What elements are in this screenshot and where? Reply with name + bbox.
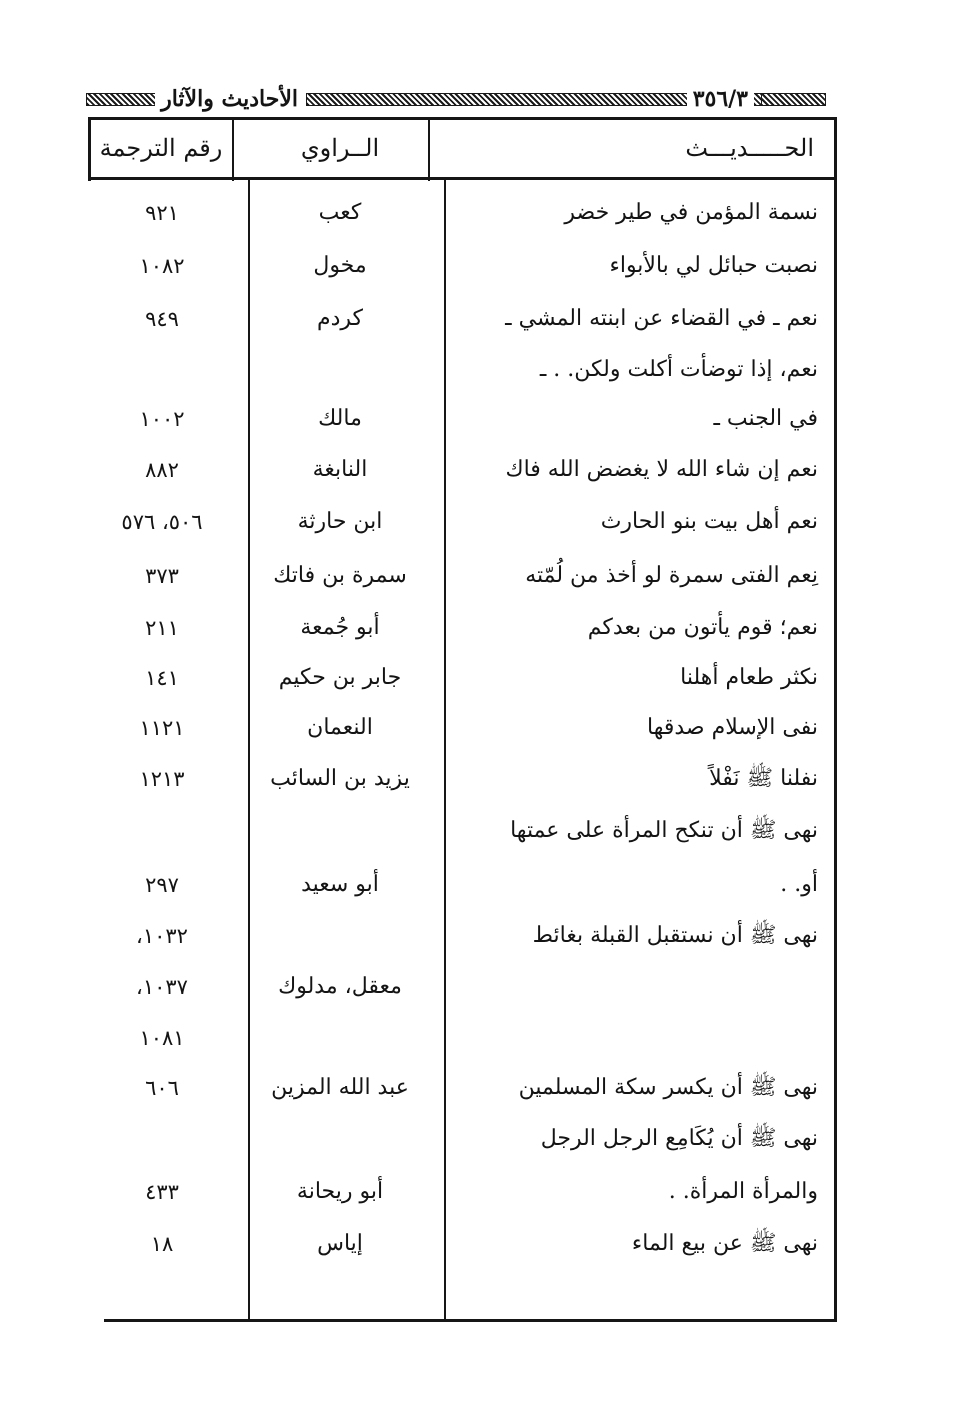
- narrator: جابر بن حكيم: [278, 665, 402, 690]
- hadith-text: نهى ﷺ أن يكسر سكة المسلمين: [518, 1075, 818, 1100]
- table-border-left: [88, 117, 91, 181]
- narrator: مخول: [313, 253, 367, 278]
- table-row: [0, 1114, 976, 1164]
- hadith-text: نصبت حبائل لي بالأبواء: [609, 253, 818, 278]
- hadith-text: نهى ﷺ أن تنكح المرأة على عمتها: [510, 818, 818, 843]
- hadith-text: في الجنب ـ: [713, 406, 818, 431]
- column-divider-narrator: [232, 117, 234, 181]
- page-number: ٣٥٦/٣: [687, 82, 754, 116]
- bio-number: ٥٠٦، ٥٧٦: [121, 510, 203, 534]
- bio-number: [92, 1114, 232, 1164]
- table-row: [0, 551, 976, 601]
- table-row: [0, 294, 976, 344]
- narrator: [250, 806, 430, 856]
- bio-number: ١٠٠٢: [139, 407, 185, 431]
- table-row: [0, 603, 976, 653]
- header-row-divider: [88, 177, 837, 180]
- bio-number: [92, 345, 232, 395]
- hadith-text: والمرأة المرأة. .: [668, 1179, 818, 1204]
- hadith-text: نهى ﷺ أن نستقبل القبلة بغائط: [532, 923, 818, 948]
- narrator: كعب: [318, 200, 362, 225]
- narrator: معقل، مدلوك: [278, 974, 402, 999]
- header-rule-right: [754, 93, 826, 106]
- table-row: [0, 1063, 976, 1113]
- narrator: [250, 345, 430, 395]
- hadith-text: نعم؛ قوم يأتون من بعدكم: [587, 615, 818, 640]
- hadith-text: نفى الإسلام صدقها: [646, 715, 818, 740]
- narrator: [250, 1013, 430, 1063]
- table-row: [0, 806, 976, 856]
- bio-number: ١٠٣٧،: [136, 975, 188, 999]
- bio-number: ١٠٨٢: [139, 254, 185, 278]
- column-header-narrator: الــراوي: [300, 134, 380, 162]
- narrator: إياس: [317, 1231, 363, 1256]
- table-border-bottom: [104, 1319, 837, 1322]
- table-row: [0, 497, 976, 547]
- table-row: [0, 962, 976, 1012]
- column-header-number: رقم الترجمة: [99, 134, 223, 162]
- table-row: [0, 345, 976, 395]
- bio-number: ٤٣٣: [145, 1180, 179, 1204]
- narrator: [250, 911, 430, 961]
- hadith-text: أو. .: [780, 872, 818, 897]
- table-row: [0, 653, 976, 703]
- narrator: أبو جُمعة: [300, 615, 380, 640]
- hadith-text: نفلنا ﷺ نَفْلاً: [709, 766, 818, 791]
- hadith-text: نكثر طعام أهلنا: [680, 665, 818, 690]
- table-row: [0, 1167, 976, 1217]
- bio-number: ٩٤٩: [145, 307, 179, 331]
- table-row: [0, 703, 976, 753]
- table-row: [0, 911, 976, 961]
- running-header: [86, 82, 826, 116]
- hadith-text: نهى ﷺ أن يُكَامِع الرجل الرجل: [540, 1126, 818, 1151]
- narrator: عبد الله المزين: [271, 1075, 409, 1100]
- bio-number: [92, 806, 232, 856]
- narrator: أبو سعيد: [301, 872, 379, 897]
- table-row: [0, 188, 976, 238]
- hadith-text: نهى ﷺ عن بيع الماء: [631, 1231, 818, 1256]
- table-row: [0, 394, 976, 444]
- table-row: [0, 754, 976, 804]
- narrator: مالك: [318, 406, 362, 431]
- bio-number: ١٠٣٢،: [136, 924, 188, 948]
- bio-number: ٢١١: [145, 616, 179, 640]
- table-row: [0, 1219, 976, 1269]
- narrator: كردم: [316, 306, 364, 331]
- hadith-text: نِعم الفتى سمرة لو أخذ من لُمّته: [525, 563, 818, 588]
- bio-number: ١٢١٣: [139, 767, 185, 791]
- hadith-text: نسمة المؤمن في طير خضر: [564, 200, 818, 225]
- bio-number: ١٨: [150, 1232, 174, 1256]
- table-row: [0, 860, 976, 910]
- narrator: [250, 1114, 430, 1164]
- header-rule-left: [86, 93, 166, 106]
- bio-number: ٦٠٦: [145, 1076, 179, 1100]
- bio-number: ٨٨٢: [145, 458, 179, 482]
- column-header-hadith: الحـــــديـــث: [685, 134, 814, 162]
- table-row: [0, 241, 976, 291]
- hadith-text: نعم، إذا توضأت أكلت ولكن. . ـ: [539, 357, 818, 382]
- table-row: [0, 445, 976, 495]
- bio-number: ١٠٨١: [139, 1026, 185, 1050]
- bio-number: ٩٢١: [145, 201, 179, 225]
- hadith-text: نعم ـ في القضاء عن ابنته المشي ـ: [505, 306, 818, 331]
- narrator: أبو ريحانة: [296, 1179, 384, 1204]
- narrator: سمرة بن فاتك: [273, 563, 407, 588]
- bio-number: ١٤١: [145, 666, 179, 690]
- table-border-top: [88, 117, 837, 120]
- narrator: ابن حارثة: [297, 509, 383, 534]
- column-divider-hadith: [428, 117, 430, 181]
- bio-number: ١١٢١: [139, 716, 185, 740]
- table-row: [0, 1013, 976, 1063]
- narrator: النابغة: [312, 457, 368, 482]
- bio-number: ٢٩٧: [145, 873, 179, 897]
- bio-number: ٣٧٣: [145, 564, 179, 588]
- narrator: النعمان: [307, 715, 373, 740]
- hadith-text: نعم إن شاء الله لا يغضض الله فاك: [505, 457, 818, 482]
- book-title: الأحاديث والآثار: [155, 82, 304, 116]
- hadith-text: نعم أهل بيت بنو الحارث: [600, 509, 818, 534]
- narrator: يزيد بن السائب: [270, 766, 410, 791]
